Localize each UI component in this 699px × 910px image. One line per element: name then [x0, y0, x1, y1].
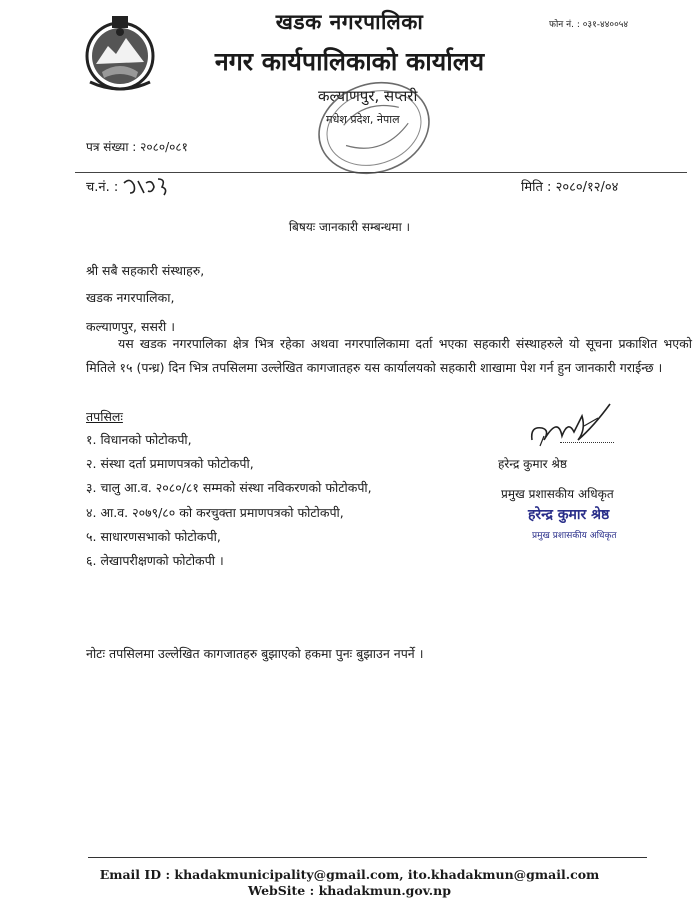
- header-divider: [75, 172, 687, 173]
- signature-line: [560, 442, 614, 443]
- phone-number: फोन नं. : ०३१-४४००५४: [549, 20, 629, 30]
- list-heading: तपसिलः: [86, 409, 123, 424]
- list-item: ५. साधारणसभाको फोटोकपी,: [86, 528, 221, 544]
- letter-subject: बिषयः जानकारी सम्बन्धमा ।: [288, 220, 411, 234]
- dispatch-number-label: च.नं. :: [86, 180, 119, 195]
- footer-email: Email ID : khadakmunicipality@gmail.com, ito.khadakmun@gmail.com: [99, 867, 600, 882]
- recipient-line-1: श्री सबै सहकारी संस्थाहरु,: [86, 263, 205, 278]
- office-town: कल्याणपुर, सप्तरी: [318, 87, 418, 105]
- office-name: नगर कार्यपालिकाको कार्यालय: [214, 47, 485, 76]
- list-item: ३. चालु आ.व. २०८०/८१ सम्मको संस्था नविकरणको फोटोकपी,: [86, 480, 372, 496]
- signature: [524, 396, 624, 452]
- signatory-stamp-title: प्रमुख प्रशासकीय अधिकृत: [532, 531, 617, 541]
- document-list: [86, 428, 372, 573]
- letter-note: नोटः तपसिलमा उल्लेखित कागजातहरु बुझाएको हकमा पुनः बुझाउन नपर्ने ।: [86, 646, 424, 661]
- list-item: २. संस्था दर्ता प्रमाणपत्रको फोटोकपी,: [86, 456, 254, 472]
- recipient-line-2: खडक नगरपालिका,: [86, 290, 175, 305]
- list-item: ४. आ.व. २०७९/८० को करचुक्ता प्रमाणपत्रको फोटोकपी,: [86, 504, 344, 520]
- signatory-stamp-name: हरेन्द्र कुमार श्रेष्ठ: [528, 507, 610, 523]
- list-item: ६. लेखापरीक्षणको फोटोकपी ।: [86, 552, 224, 568]
- office-province: मधेश प्रदेश, नेपाल: [326, 113, 400, 126]
- recipient-line-3: कल्याणपुर, ससरी ।: [86, 319, 175, 334]
- letter-date: मिति : २०८०/१२/०४: [521, 180, 619, 195]
- letter-body: यस खडक नगरपालिका क्षेत्र भित्र रहेका अथवा नगरपालिकामा दर्ता भएका सहकारी संस्थाहरुले यो सूचना प्रकाशित भएको मितिले १५ (पन्ध्र) दिन भित्र तपसिलमा उल्लेखित कागजातहरु यस कार्यालयको सहकारी शाखामा पेश गर्न हुन जानकारी गराईन्छ ।: [86, 336, 692, 375]
- list-item: १. विधानको फोटोकपी,: [86, 432, 192, 447]
- municipality-name: खडक नगरपालिका: [275, 10, 424, 34]
- office-stamp: [312, 76, 436, 180]
- handwritten-dispatch-number: [122, 175, 172, 199]
- letter-number: पत्र संख्या : २०८०/०८१: [86, 140, 188, 154]
- signatory-name: हरेन्द्र कुमार श्रेष्ठ: [498, 457, 567, 471]
- footer-divider: [88, 857, 647, 858]
- footer-website: WebSite : khadakmun.gov.np: [248, 883, 451, 898]
- signatory-title: प्रमुख प्रशासकीय अधिकृत: [501, 487, 614, 501]
